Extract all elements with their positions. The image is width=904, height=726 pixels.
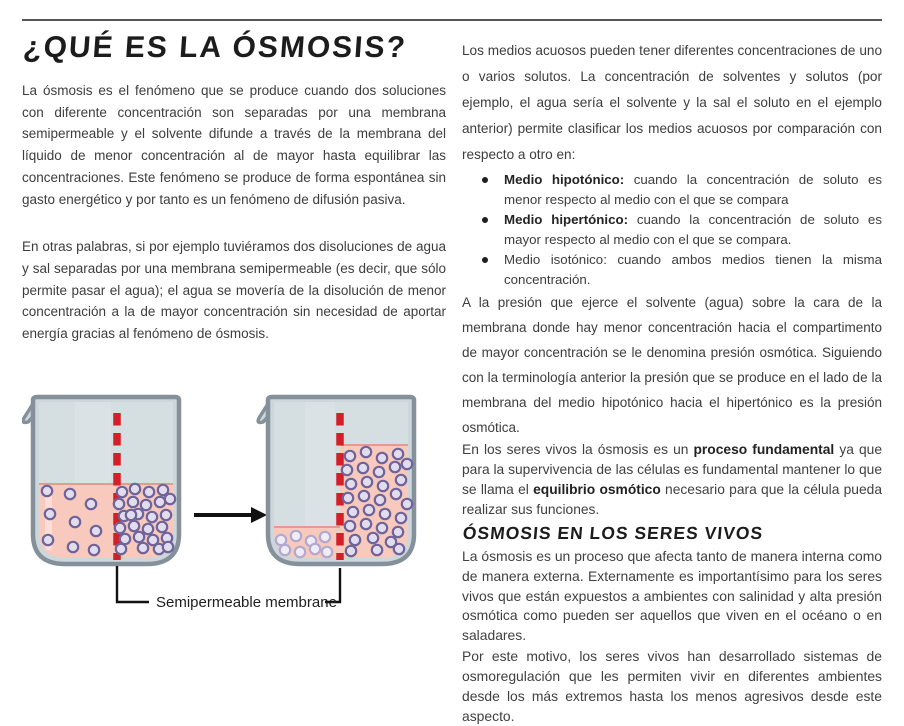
solute-particle-icon [163,542,173,552]
solute-particle-icon [126,510,136,520]
solute-particle-icon [276,535,286,545]
left-beaker [23,397,179,564]
solute-particle-icon [157,522,167,532]
bullet-dot-icon [482,217,488,223]
media-types-list [462,170,882,290]
membrane-label: Semipermeable membrane [156,593,337,611]
solute-particle-icon [130,484,140,494]
page-title: ¿QUÉ ES LA ÓSMOSIS? [22,31,409,64]
solute-particle-icon [138,543,148,553]
solute-particle-icon [361,447,371,457]
solute-particle-icon [394,544,404,554]
solute-particle-icon [280,545,290,555]
solute-particle-icon [42,486,52,496]
solute-particle-icon [322,547,332,557]
right-beaker [258,397,414,564]
living-beings-paragraph: En los seres vivos la ósmosis es un proceso fundamental ya que para la supervivencia de las células es fundamental mantener lo que se llama el equilibrio osmótico necesario para que la célula pueda realizar sus funciones. [462,442,883,517]
solute-particle-icon [391,489,401,499]
solute-particle-icon [89,545,99,555]
solute-particle-icon [377,523,387,533]
solute-particle-icon [396,475,406,485]
solute-particle-icon [141,500,151,510]
solute-particle-icon [320,532,330,542]
direction-arrow-icon [194,507,267,523]
solute-particle-icon [158,485,168,495]
solute-particle-icon [43,535,53,545]
bullet-item-hypotonic: Medio hipotónico: cuando la concentración de soluto es menor respecto al medio con el que se compara [462,170,882,210]
top-divider-rule [22,19,882,21]
solute-particle-icon [147,512,157,522]
solute-particle-icon [374,467,384,477]
section-heading-seres-vivos: ÓSMOSIS EN LOS SERES VIVOS [462,523,765,543]
solute-particle-icon [393,527,403,537]
solute-particle-icon [114,499,124,509]
solute-particle-icon [377,453,387,463]
solute-particle-icon [70,517,80,527]
bullet-dot-icon [482,257,488,263]
osmotic-pressure-paragraph: A la presión que ejerce el solvente (agua) sobre la cara de la membrana donde hay menor concentración hacia el compartimento de mayor concentración se le denomina presión osmótica. Siguiendo con la terminología anterior la presión que se produce en el lado de la membrana del medio hipotónico hacia el hipertónico es la presión osmótica. [462,295,882,435]
example-paragraph: En otras palabras, si por ejemplo tuviéramos dos disoluciones de agua y sal separadas por una membrana semipermeable (es decir, que sólo permite pasar el agua); el agua se movería de la disolución de menor concentración a la de mayor concentración sin necesidad de aportar energía gracias al fenómeno de ósmosis. [22,239,446,342]
solute-particle-icon [345,521,355,531]
osmosis-diagram [22,388,447,630]
solute-particle-icon [86,499,96,509]
external-osmosis-paragraph: La ósmosis es un proceso que afecta tanto de manera interna como de manera externa. Externamente es importantísimo para los seres vivos que están expuestos a ambientes con salinidad y alta presión osmótica como pueden ser aquellos que viven en el océano o en saladares. [462,548,882,644]
solute-particle-icon [378,481,388,491]
bullet-item-hypertonic: Medio hipertónico: cuando la concentración de soluto es mayor respecto al medio con el que se compara. [462,210,882,250]
solute-particle-icon [372,545,382,555]
media-concentration-paragraph: Los medios acuosos pueden tener diferentes concentraciones de uno o varios solutos. La concentración de solventes y solutos (por ejemplo, el agua sería el solvente y la sal el soluto en el ejemplo anterior) permite clasificar los medios acuosos por comparación con respecto a otro en: [462,43,882,162]
solute-particle-icon [116,544,126,554]
solute-particle-icon [390,462,400,472]
solute-particle-icon [155,497,165,507]
right-column [462,38,882,726]
solute-particle-icon [380,509,390,519]
solute-particle-icon [350,535,360,545]
solute-particle-icon [129,521,139,531]
solute-particle-icon [396,513,406,523]
solute-particle-icon [342,465,352,475]
solute-particle-icon [345,451,355,461]
solute-particle-icon [134,532,144,542]
solute-particle-icon [402,459,412,469]
solute-particle-icon [68,542,78,552]
solute-particle-icon [65,489,75,499]
solute-particle-icon [117,487,127,497]
solute-particle-icon [393,449,403,459]
solute-particle-icon [310,544,320,554]
solute-particle-icon [402,499,412,509]
solute-particle-icon [348,507,358,517]
solute-particle-icon [295,547,305,557]
intro-paragraph: La ósmosis es el fenómeno que se produce cuando dos soluciones con diferente concentración son separadas por una membrana semipermeable y el solvente difunde a través de la membrana del líquido de menor concentración al de mayor hasta equilibrar las concentraciones. Este fenómeno se produce de forma espontánea sin gasto energético y por tanto es un fenómeno de difusión pasiva. [22,83,446,207]
solute-particle-icon [143,524,153,534]
bullet-item-isotonic: Medio isotónico: cuando ambos medios tienen la misma concentración. [462,250,882,290]
solute-particle-icon [45,509,55,519]
solute-particle-icon [144,487,154,497]
solute-particle-icon [362,477,372,487]
solute-particle-icon [364,505,374,515]
solute-particle-icon [291,531,301,541]
solute-particle-icon [346,546,356,556]
solute-particle-icon [128,497,138,507]
solute-particle-icon [91,526,101,536]
solute-particle-icon [361,519,371,529]
solute-particle-icon [358,463,368,473]
solute-particle-icon [165,494,175,504]
solute-particle-icon [375,495,385,505]
solute-particle-icon [359,491,369,501]
solute-particle-icon [115,523,125,533]
solute-particle-icon [368,533,378,543]
osmoregulation-paragraph: Por este motivo, los seres vivos han desarrollado sistemas de osmoregulación que les permiten vivir en diferentes ambientes desde los más extremos hasta los menos agresivos desde este aspecto. [462,647,882,724]
label-connector-left [117,566,149,602]
solute-particle-icon [343,493,353,503]
solute-particle-icon [346,479,356,489]
solute-particle-icon [161,510,171,520]
bullet-dot-icon [482,177,488,183]
solute-particle-icon [120,534,130,544]
left-column [22,30,446,630]
